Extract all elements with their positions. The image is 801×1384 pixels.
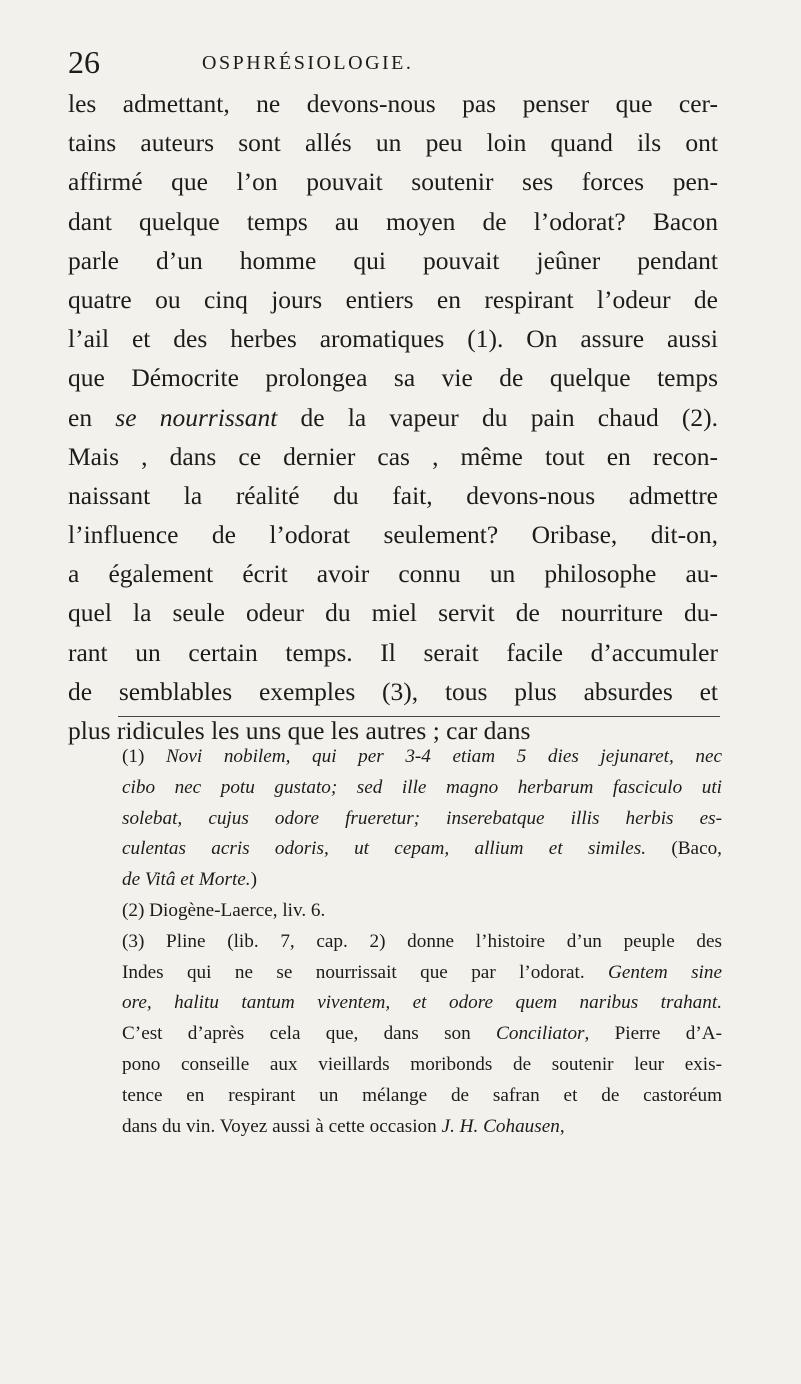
body-line: en se nourrissant de la vapeur du pain chaud (2). [68,402,718,432]
footnote-line: pono conseille aux vieillards moribonds de soutenir leur exis- [122,1053,722,1075]
body-line: l’ail et des herbes aromatiques (1). On assure aussi [68,324,718,354]
footnote-line: tence en respirant un mélange de safran et de castoréum [122,1084,722,1106]
body-line: affirmé que l’on pouvait soutenir ses forces pen- [68,167,718,197]
body-line: l’influence de l’odorat seulement? Oribase, dit-on, [68,520,718,550]
body-line: de semblables exemples (3), tous plus absurdes et [68,676,718,706]
footnote-line: C’est d’après cela que, dans son Conciliator, Pierre d’A- [122,1023,722,1045]
footnote-rule [118,716,720,717]
body-line: tains auteurs sont allés un peu loin quand ils ont [68,128,718,158]
footnote-line: (1) Novi nobilem, qui per 3-4 etiam 5 dies jejunaret, nec [122,746,723,767]
body-line: les admettant, ne devons-nous pas penser que cer- [68,89,718,118]
body-line: parle d’un homme qui pouvait jeûner pendant [68,245,718,275]
body-line: naissant la réalité du fait, devons-nous admettre [68,480,718,510]
body-text [68,84,718,750]
body-line: rant un certain temps. Il serait facile d’accumuler [68,637,718,667]
page-number: 26 [68,44,100,80]
body-line: dant quelque temps au moyen de l’odorat? Bacon [68,206,718,236]
footnote-line: dans du vin. Voyez aussi à cette occasion J. H. Cohausen, [122,1115,565,1137]
running-title: OSPHRÉSIOLOGIE. [202,52,414,74]
page-header [68,42,718,82]
body-line: plus ridicules les uns que les autres ; car dans [68,716,531,745]
body-line: que Démocrite prolongea sa vie de quelque temps [68,363,718,393]
footnote-line: ore, halitu tantum viventem, et odore quem naribus trahant. [122,992,722,1014]
footnote-line: solebat, cujus odore frueretur; inserebatque illis herbis es- [122,807,722,829]
footnote-line: (3) Pline (lib. 7, cap. 2) donne l’histoire d’un peuple des [122,930,722,952]
body-line: quatre ou cinq jours entiers en respirant l’odeur de [68,284,718,314]
footnote-line: cibo nec potu gustato; sed ille magno herbarum fasciculo uti [122,776,722,798]
body-line: Mais , dans ce dernier cas , même tout en recon- [68,441,718,471]
footnotes [122,742,722,1142]
body-line: quel la seule odeur du miel servit de nourriture du- [68,598,718,628]
footnote-line: de Vitâ et Morte.) [122,869,257,891]
footnote-line: Indes qui ne se nourrissait que par l’odorat. Gentem sine [122,961,722,983]
footnote-line: (2) Diogène-Laerce, liv. 6. [122,899,326,921]
footnote-line: culentas acris odoris, ut cepam, allium et similes. (Baco, [122,838,722,860]
body-line: a également écrit avoir connu un philosophe au- [68,559,718,589]
